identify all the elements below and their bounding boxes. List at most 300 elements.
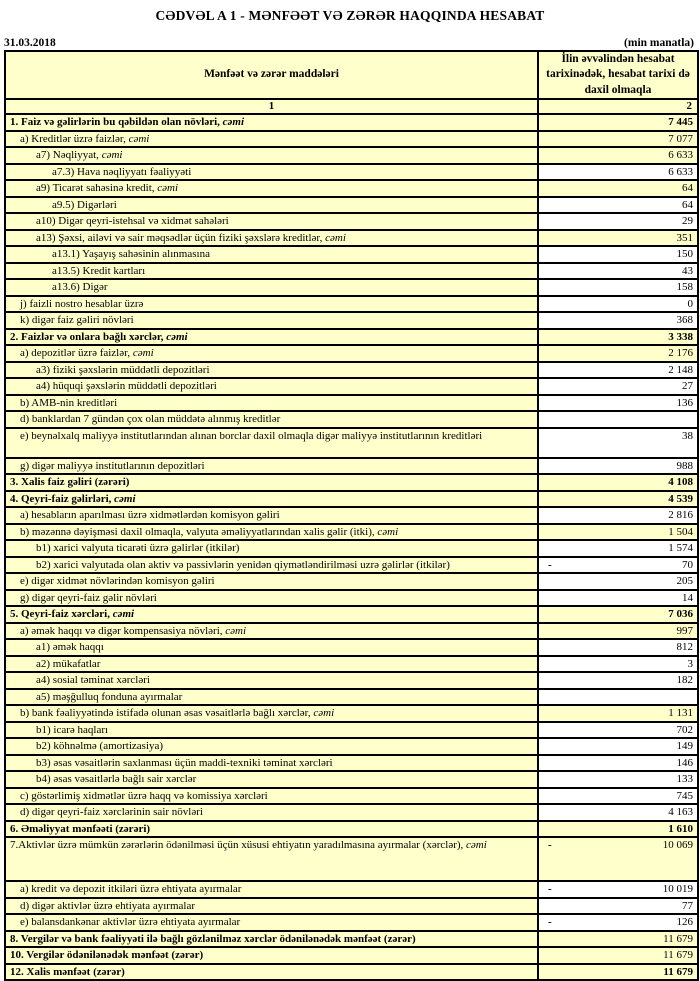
row-value: 1 574 <box>668 542 693 555</box>
row-label <box>5 540 538 557</box>
row-label <box>5 524 538 541</box>
table-row <box>5 428 698 458</box>
row-label-text: 7.Aktivlər üzrə mümkün zərərlərin ödənilməsi üçün xüsusi ehtiyatın yaradılmasına ayırmalar (xərclər), <box>10 839 467 851</box>
row-label-text: b) məzənnə dəyişməsi daxil olmaqla, valyuta əməliyyatlarından xalis gəlir (itki), <box>20 525 378 538</box>
row-label <box>5 230 538 247</box>
row-label-text: a1) əmək haqqı <box>36 641 104 654</box>
table-row <box>5 821 698 838</box>
table-row <box>5 837 698 881</box>
row-label <box>5 788 538 805</box>
row-value-cell <box>538 722 698 739</box>
row-label <box>5 114 538 131</box>
negative-sign: - <box>548 883 552 896</box>
row-label <box>5 246 538 263</box>
row-value-cell <box>538 639 698 656</box>
row-label-text: 10. Vergilər ödənilənədək mənfəət (zərər) <box>10 949 204 962</box>
row-value: 7 445 <box>668 116 693 129</box>
row-value: 10 069 <box>662 839 693 851</box>
table-row <box>5 898 698 915</box>
row-value: 29 <box>682 215 693 228</box>
row-value-cell <box>538 197 698 214</box>
row-value-wrap <box>543 232 693 244</box>
table-row <box>5 329 698 346</box>
table-row <box>5 230 698 247</box>
row-value: 27 <box>682 380 693 393</box>
row-label <box>5 672 538 689</box>
row-value-wrap <box>543 298 693 310</box>
table-row <box>5 705 698 722</box>
row-label-text: 3. Xalis faiz gəliri (zərəri) <box>10 476 130 489</box>
row-label-text: 12. Xalis mənfəət (zərər) <box>10 965 125 978</box>
table-row <box>5 312 698 329</box>
row-value-cell <box>538 345 698 362</box>
table-row <box>5 197 698 214</box>
row-label <box>5 279 538 296</box>
row-value-cell <box>538 312 698 329</box>
row-label <box>5 507 538 524</box>
row-value-cell <box>538 131 698 148</box>
row-value-wrap <box>543 823 693 835</box>
row-value: 158 <box>676 281 693 294</box>
row-value-wrap <box>543 707 693 719</box>
table-row <box>5 881 698 898</box>
table-row <box>5 213 698 230</box>
row-value-wrap <box>543 790 693 802</box>
row-value-cell <box>538 705 698 722</box>
row-value-cell <box>538 788 698 805</box>
table-row <box>5 672 698 689</box>
row-label-text: 6. Əməliyyat mənfəəti (zərəri) <box>10 822 151 835</box>
row-value-cell <box>538 590 698 607</box>
table-row <box>5 491 698 508</box>
row-value-wrap <box>543 430 693 442</box>
row-value-cell <box>538 837 698 881</box>
row-label <box>5 947 538 964</box>
row-value: 4 163 <box>668 806 693 819</box>
row-value-cell <box>538 164 698 181</box>
row-label-text: b1) xarici valyuta ticarəti üzrə gəlirlər (itkilər) <box>36 542 240 555</box>
row-value-wrap <box>543 476 693 488</box>
row-value-wrap <box>543 182 693 194</box>
table-row <box>5 771 698 788</box>
row-label-italic-suffix: cəmi <box>128 132 150 145</box>
row-label <box>5 898 538 915</box>
row-value: 988 <box>676 459 693 472</box>
table-row <box>5 524 698 541</box>
table-row <box>5 573 698 590</box>
row-value-wrap <box>543 641 693 653</box>
row-value-wrap <box>543 265 693 277</box>
row-value-wrap <box>543 559 693 571</box>
row-value: 997 <box>676 624 693 637</box>
row-value: 812 <box>676 641 693 654</box>
row-value: 368 <box>676 314 693 327</box>
row-value: 146 <box>676 756 693 769</box>
row-label-italic-suffix: cəmi <box>225 624 247 637</box>
table-row <box>5 689 698 706</box>
row-value-cell <box>538 771 698 788</box>
row-value: 702 <box>676 723 693 736</box>
row-value-wrap <box>543 839 693 851</box>
row-label-text: b2) köhnəlmə (amortizasiya) <box>36 740 164 753</box>
row-value-cell <box>538 557 698 574</box>
table-row <box>5 623 698 640</box>
row-value-cell <box>538 458 698 475</box>
row-value-wrap <box>543 542 693 554</box>
row-value-cell <box>538 329 698 346</box>
row-value-cell <box>538 947 698 964</box>
report-title: CƏDVƏL A 1 - MƏNFƏƏT VƏ ZƏRƏR HAQQINDA HESABAT <box>155 8 545 23</box>
row-label-text: j) faizli nostro hesablar üzrə <box>20 297 144 310</box>
row-value: 7 077 <box>668 132 693 145</box>
row-label-text: 8. Vergilər və bank fəaliyyəti ilə bağlı gözlənilməz xərclər ödənilənədək mənfəət (zərər) <box>10 932 416 945</box>
table-row <box>5 378 698 395</box>
row-label-text: 2. Faizlər və onlara bağlı xərclər, <box>10 330 167 343</box>
row-label-text: b4) əsas vəsaitlərlə bağlı sair xərclər <box>36 773 197 786</box>
table-row <box>5 395 698 412</box>
row-label-text: d) banklardan 7 gündən çox olan müddətə alınmış kreditlər <box>20 413 281 426</box>
row-label <box>5 164 538 181</box>
row-label-text: d) digər qeyri-faiz xərclərinin sair növləri <box>20 806 203 819</box>
row-value-cell <box>538 296 698 313</box>
row-label <box>5 180 538 197</box>
table-row <box>5 656 698 673</box>
row-label-text: 1. Faiz və gəlirlərin bu qəbildən olan növləri, <box>10 116 223 129</box>
table-row <box>5 474 698 491</box>
row-label-text: e) balansdankənar aktivlər üzrə ehtiyata ayırmalar <box>20 916 241 929</box>
negative-sign: - <box>548 558 552 571</box>
row-label <box>5 639 538 656</box>
row-label-text: e) beynəlxalq maliyyə institutlarından alınan borclar daxil olmaqla digər maliyyə institutlarının kreditləri <box>20 429 483 442</box>
negative-sign: - <box>548 839 552 851</box>
column-number-1: 1 <box>5 99 538 114</box>
row-label <box>5 131 538 148</box>
row-label-text: a) hesabların aparılması üzrə xidmətlərdən komisyon gəliri <box>20 509 280 522</box>
row-label <box>5 771 538 788</box>
row-label <box>5 312 538 329</box>
table-row <box>5 590 698 607</box>
row-label-text: a3) fiziki şəxslərin müddətli depozitləri <box>36 363 210 376</box>
row-label-text: a13.5) Kredit kartları <box>52 264 146 277</box>
row-value-wrap <box>543 199 693 211</box>
table-row <box>5 458 698 475</box>
row-label <box>5 428 538 458</box>
row-value-wrap <box>543 493 693 505</box>
row-label-text: 4. Qeyri-faiz gəlirləri, <box>10 492 115 505</box>
row-value: 3 <box>687 657 693 670</box>
row-value: 7 036 <box>668 608 693 621</box>
items-column-header: Mənfəət və zərər maddələri <box>5 51 538 99</box>
row-value: 351 <box>676 231 693 244</box>
row-label-text: a9.5) Digərləri <box>52 198 117 211</box>
row-label-text: a2) mükafatlar <box>36 657 101 670</box>
table-row <box>5 755 698 772</box>
row-label <box>5 755 538 772</box>
row-label-text: b3) əsas vəsaitlərin saxlanması üçün maddi-texniki təminat xərcləri <box>36 756 333 769</box>
row-value-cell <box>538 474 698 491</box>
row-value-cell <box>538 246 698 263</box>
table-row <box>5 557 698 574</box>
row-value: 10 019 <box>662 883 693 896</box>
row-value-cell <box>538 881 698 898</box>
row-value: 4 108 <box>668 476 693 489</box>
row-value-wrap <box>543 900 693 912</box>
row-label-text: b) bank fəaliyyətində istifadə olunan əsas vəsaitlərlə bağlı xərclər, <box>20 707 314 720</box>
row-value: 205 <box>676 575 693 588</box>
row-label <box>5 557 538 574</box>
row-label-italic-suffix: cəmi <box>101 149 123 162</box>
row-label-text: a13.6) Digər <box>52 281 108 294</box>
row-value-cell <box>538 524 698 541</box>
row-value-cell <box>538 898 698 915</box>
row-label-italic-suffix: cəmi <box>132 347 154 360</box>
report-subheader <box>4 37 694 49</box>
row-label-text: e) digər xidmət növlərindən komisyon gəliri <box>20 575 215 588</box>
row-value: 43 <box>682 264 693 277</box>
row-value-wrap <box>543 674 693 686</box>
row-label <box>5 590 538 607</box>
row-value-cell <box>538 180 698 197</box>
row-value-cell <box>538 964 698 981</box>
row-value-wrap <box>543 625 693 637</box>
row-label <box>5 411 538 428</box>
row-value-wrap <box>543 149 693 161</box>
row-label <box>5 573 538 590</box>
table-row <box>5 263 698 280</box>
table-row <box>5 131 698 148</box>
table-row <box>5 507 698 524</box>
row-label-text: a5) məşğulluq fonduna ayırmalar <box>36 690 183 703</box>
row-label <box>5 378 538 395</box>
row-value-wrap <box>543 592 693 604</box>
row-label <box>5 197 538 214</box>
row-value-cell <box>538 804 698 821</box>
row-value-cell <box>538 540 698 557</box>
row-value-cell <box>538 147 698 164</box>
table-row <box>5 411 698 428</box>
row-value-wrap <box>543 658 693 670</box>
row-label-text: d) digər aktivlər üzrə ehtiyata ayırmalar <box>20 899 195 912</box>
row-label <box>5 738 538 755</box>
table-row <box>5 606 698 623</box>
row-label-italic-suffix: cəmi <box>114 492 136 505</box>
table-row <box>5 964 698 981</box>
table-row <box>5 914 698 931</box>
row-value: 6 633 <box>668 165 693 178</box>
row-value-cell <box>538 428 698 458</box>
row-label-italic-suffix: cəmi <box>166 330 188 343</box>
row-value-cell <box>538 672 698 689</box>
row-label <box>5 931 538 948</box>
table-row <box>5 296 698 313</box>
row-value-wrap <box>543 380 693 392</box>
row-label-text: k) digər faiz gəliri növləri <box>20 314 134 327</box>
period-column-header: İlin əvvəlindən hesabat tarixinədək, hesabat tarixi də daxil olmaqla <box>538 51 698 99</box>
row-label <box>5 395 538 412</box>
row-value-wrap <box>543 575 693 587</box>
row-label <box>5 914 538 931</box>
row-label <box>5 705 538 722</box>
row-label-text: a9) Ticarət sahəsinə kredit, <box>36 182 158 195</box>
row-value: 11 679 <box>663 949 693 962</box>
row-label-text: c) göstərlimiş xidmətlər üzrə haqq və komissiya xərcləri <box>20 789 268 802</box>
row-value-wrap <box>543 806 693 818</box>
table-row <box>5 246 698 263</box>
row-value: 11 679 <box>663 965 693 978</box>
row-value: 1 131 <box>668 707 693 720</box>
row-value: 1 610 <box>668 822 693 835</box>
table-row <box>5 540 698 557</box>
column-number-2: 2 <box>538 99 698 114</box>
row-value-wrap <box>543 526 693 538</box>
row-label <box>5 474 538 491</box>
row-value: 77 <box>682 899 693 912</box>
row-value: 745 <box>676 789 693 802</box>
row-label <box>5 345 538 362</box>
row-label-text: a) depozitlər üzrə faizlər, <box>20 347 133 360</box>
row-value-wrap <box>543 331 693 343</box>
row-value-wrap <box>543 281 693 293</box>
table-row <box>5 114 698 131</box>
row-label-italic-suffix: cəmi <box>157 182 179 195</box>
table-row <box>5 738 698 755</box>
row-value-cell <box>538 213 698 230</box>
row-label <box>5 491 538 508</box>
row-label <box>5 722 538 739</box>
row-label <box>5 362 538 379</box>
row-value: 1 504 <box>668 525 693 538</box>
row-value: 70 <box>682 558 693 571</box>
row-value-wrap <box>543 916 693 928</box>
row-value: 64 <box>682 182 693 195</box>
row-label-text: a13.1) Yaşayış sahəsinin alınmasına <box>52 248 210 261</box>
row-value-cell <box>538 362 698 379</box>
row-value-cell <box>538 738 698 755</box>
row-value: 6 633 <box>668 149 693 162</box>
row-value-cell <box>538 411 698 428</box>
row-value-wrap <box>543 215 693 227</box>
row-label <box>5 656 538 673</box>
row-value-wrap <box>543 364 693 376</box>
row-value-cell <box>538 573 698 590</box>
row-label-text: b2) xarici valyutada olan aktiv və passivlərin yenidən qiymətləndirilməsi uzrə gəlirlər (itkilər) <box>36 558 450 571</box>
table-header-row <box>5 51 698 99</box>
table-row <box>5 931 698 948</box>
row-label-text: a) əmək haqqı və digər kompensasiya növləri, <box>20 624 226 637</box>
row-value: 2 816 <box>668 509 693 522</box>
row-value-cell <box>538 623 698 640</box>
row-value: 2 176 <box>668 347 693 360</box>
table-row <box>5 722 698 739</box>
table-row <box>5 362 698 379</box>
table-row <box>5 279 698 296</box>
row-value-wrap <box>543 933 693 945</box>
row-label <box>5 804 538 821</box>
row-value: 2 148 <box>668 363 693 376</box>
row-value-wrap <box>543 724 693 736</box>
row-value-cell <box>538 378 698 395</box>
row-label <box>5 458 538 475</box>
row-value: 14 <box>682 591 693 604</box>
table-row <box>5 180 698 197</box>
row-label <box>5 689 538 706</box>
row-label <box>5 623 538 640</box>
row-value-wrap <box>543 397 693 409</box>
profit-loss-table <box>4 50 699 981</box>
row-value: 136 <box>676 396 693 409</box>
negative-sign: - <box>548 916 552 929</box>
row-label-text: a) Kreditlər üzrə faizlər, <box>20 132 129 145</box>
row-label <box>5 837 538 881</box>
table-row <box>5 345 698 362</box>
table-row <box>5 147 698 164</box>
row-label <box>5 213 538 230</box>
row-label-italic-suffix: cəmi <box>466 839 487 851</box>
row-value: 11 679 <box>663 932 693 945</box>
row-value-cell <box>538 114 698 131</box>
row-value-wrap <box>543 966 693 978</box>
row-value-cell <box>538 931 698 948</box>
row-label-italic-suffix: cəmi <box>222 116 245 129</box>
report-date: 31.03.2018 <box>4 37 56 49</box>
row-value-cell <box>538 230 698 247</box>
row-value-wrap <box>543 773 693 785</box>
row-label-italic-suffix: cəmi <box>325 231 346 244</box>
row-value-wrap <box>543 166 693 178</box>
row-value-cell <box>538 914 698 931</box>
row-value: 3 338 <box>668 330 693 343</box>
table-row <box>5 804 698 821</box>
row-label-italic-suffix: cəmi <box>313 707 335 720</box>
row-value: 150 <box>676 248 693 261</box>
row-value-wrap <box>543 460 693 472</box>
row-label-text: g) digər qeyri-faiz gəlir növləri <box>20 591 157 604</box>
row-label <box>5 263 538 280</box>
row-value-wrap <box>543 509 693 521</box>
row-value-wrap <box>543 133 693 145</box>
row-label <box>5 147 538 164</box>
row-label-text: a4) hüquqi şəxslərin müddətli depozitləri <box>36 380 217 393</box>
row-value-wrap <box>543 314 693 326</box>
row-value: 4 539 <box>668 492 693 505</box>
table-row <box>5 788 698 805</box>
row-value-cell <box>538 395 698 412</box>
row-value-cell <box>538 755 698 772</box>
row-value-cell <box>538 491 698 508</box>
row-value: 0 <box>687 297 693 310</box>
row-label-text: 5. Qeyri-faiz xərcləri, <box>10 608 113 621</box>
row-value-cell <box>538 656 698 673</box>
row-label-italic-suffix: cəmi <box>112 608 135 621</box>
row-label <box>5 606 538 623</box>
table-row <box>5 947 698 964</box>
table-row <box>5 164 698 181</box>
row-value-wrap <box>543 740 693 752</box>
row-label-text: b) AMB-nin kreditləri <box>20 396 118 409</box>
row-label <box>5 881 538 898</box>
row-label-text: a10) Digər qeyri-istehsal və xidmət sahələri <box>36 215 229 228</box>
row-value: 64 <box>682 198 693 211</box>
row-value-wrap <box>543 949 693 961</box>
row-label-text: a) kredit və depozit itkiləri üzrə ehtiyata ayırmalar <box>20 883 242 896</box>
row-value-cell <box>538 279 698 296</box>
unit-note: (min manatla) <box>624 37 694 49</box>
row-value: 133 <box>676 773 693 786</box>
row-label-text: a4) sosial təminat xərcləri <box>36 674 150 687</box>
row-label-text: b1) icarə haqları <box>36 723 109 736</box>
row-label <box>5 296 538 313</box>
row-value-cell <box>538 263 698 280</box>
